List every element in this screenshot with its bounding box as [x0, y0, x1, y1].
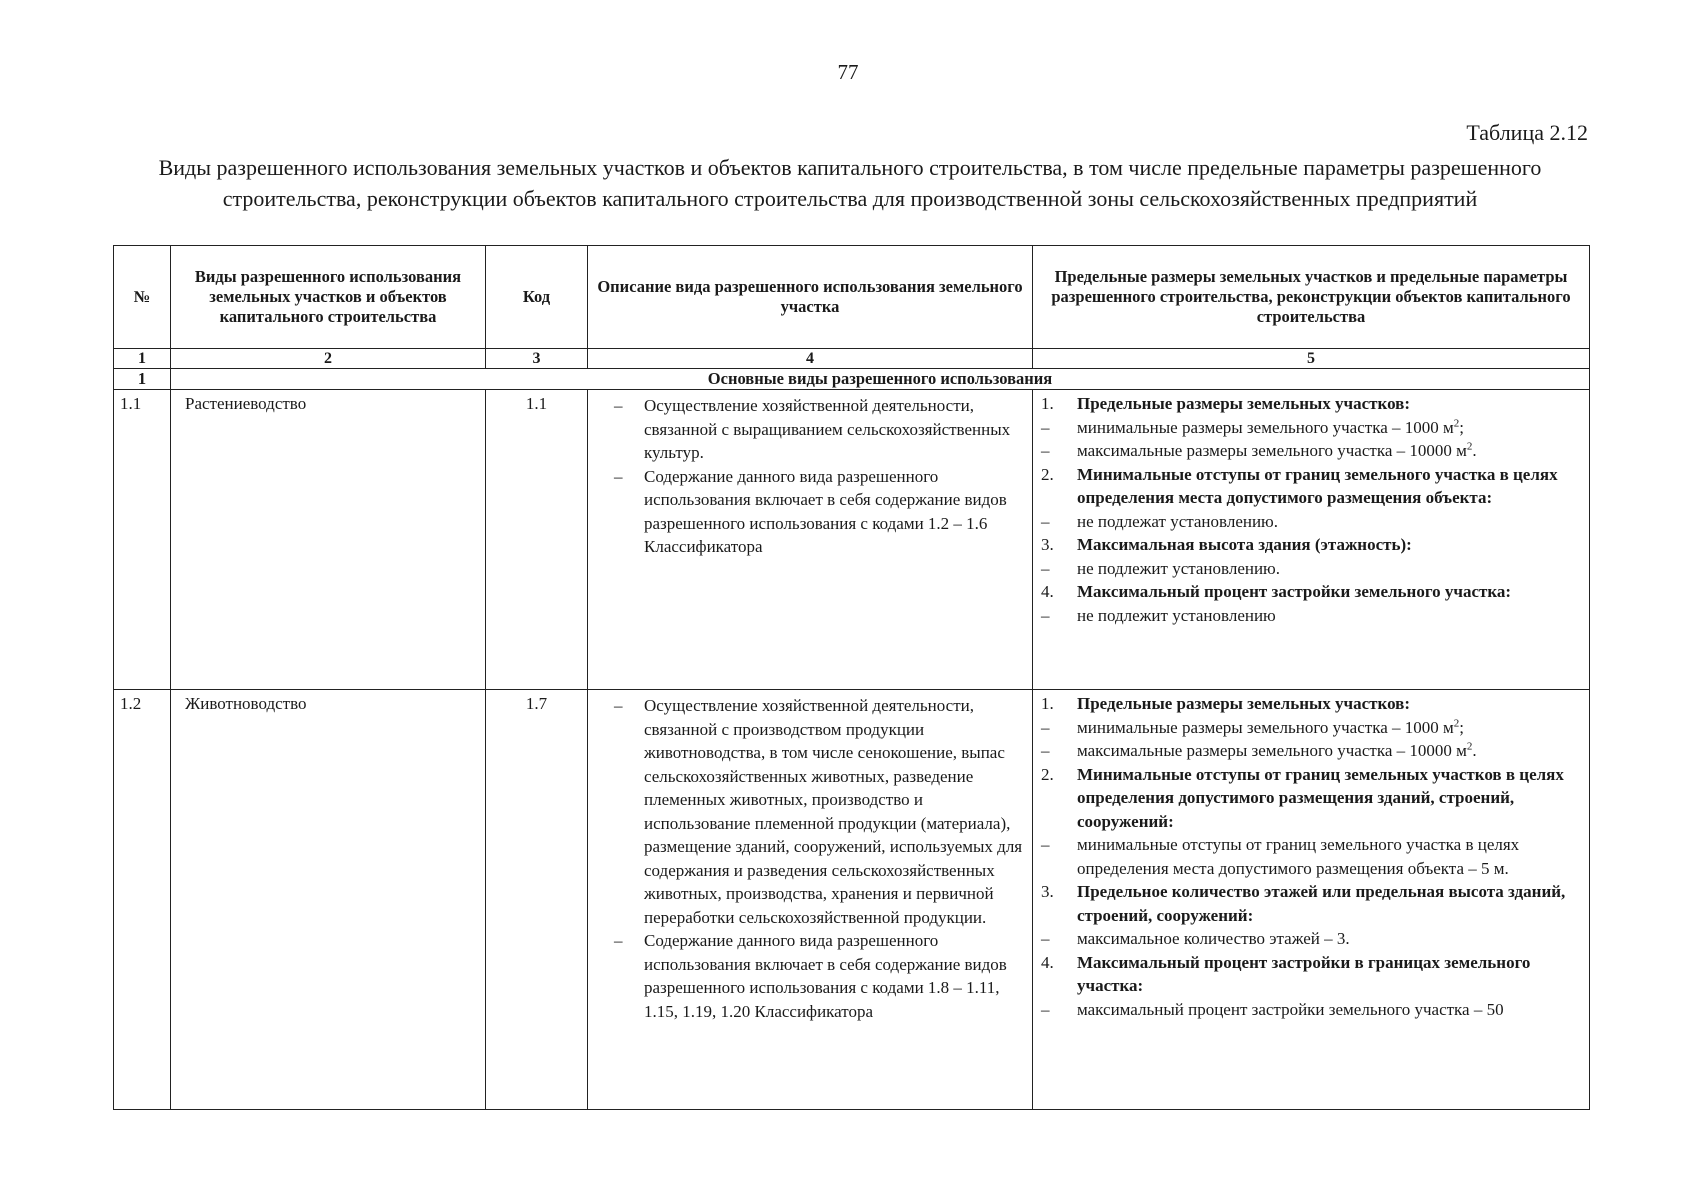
parameter-heading-text: Максимальный процент застройки в границах земельного участка: [1077, 952, 1531, 995]
parameter-heading [1041, 951, 1583, 998]
column-header: Предельные размеры земельных участков и предельные параметры разрешенного строительства, реконструкции объектов капитального строительства [1033, 246, 1590, 349]
superscript: 2 [1453, 716, 1460, 729]
parameter-number: 4. [1041, 582, 1054, 601]
parameter-value-text: не подлежат установлению. [1077, 511, 1279, 531]
parameter-value [1041, 557, 1583, 581]
description-text: Осуществление хозяйственной деятельности, связанной с производством продукции животноводства, в том числе сенокошение, выпас сельскохозяйственных животных, разведение племенных животных, производство и использование племенной продукции (материала), размещение зданий, сооружений, используемых для содержания и разведения сельскохозяйственных животных, производства, хранения и первичной переработки сельскохозяйственной продукции. [644, 696, 1023, 927]
dash-marker: – [1041, 717, 1050, 737]
table-row [114, 390, 1590, 690]
parameter-number: 4. [1041, 952, 1054, 972]
page-number: 77 [837, 60, 859, 84]
use-description [588, 390, 1033, 690]
parameter-heading-text: Максимальный процент застройки земельного участка: [1077, 582, 1512, 601]
column-header: Код [486, 246, 588, 349]
description-item [614, 465, 1026, 559]
parameters-cell [1033, 690, 1590, 1110]
use-code: 1.7 [486, 690, 588, 1110]
description-text: Осуществление хозяйственной деятельности, связанной с выращиванием сельскохозяйственных культур. [644, 396, 1011, 462]
parameter-value-text: максимальное количество этажей – 3. [1077, 929, 1350, 948]
parameter-value-text: максимальный процент застройки земельного участка – 50 [1077, 999, 1504, 1019]
parameter-number: 3. [1041, 535, 1054, 554]
parameter-value [1041, 416, 1583, 440]
dash-marker: – [1041, 835, 1050, 854]
dash-marker: – [1041, 605, 1050, 625]
dash-marker: – [614, 466, 623, 486]
dash-marker: – [614, 696, 623, 715]
parameter-heading-text: Максимальная высота здания (этажность): [1077, 535, 1412, 554]
table-label: Таблица 2.12 [1466, 120, 1588, 145]
column-number: 4 [588, 349, 1033, 369]
parameter-value-text: максимальные размеры земельного участка – 10000 $м^2$. [1077, 740, 1477, 760]
section-title: Основные виды разрешенного использования [171, 369, 1590, 390]
superscript: 2 [1453, 416, 1460, 429]
parameter-value-text: не подлежит установлению [1077, 605, 1276, 625]
superscript: 2 [1466, 740, 1473, 753]
parameter-heading [1041, 392, 1583, 416]
dash-marker: – [614, 931, 623, 950]
row-number: 1.2 [114, 690, 171, 1110]
parameter-value-text: минимальные размеры земельного участка – 1000 $м^2$; [1077, 716, 1464, 737]
column-number: 1 [114, 349, 171, 369]
table-body [114, 349, 1590, 1110]
parameter-heading [1041, 692, 1583, 716]
parameter-value [1041, 716, 1583, 740]
description-text: Содержание данного вида разрешенного использования включает в себя содержание видов разрешенного использования с кодами 1.8 – 1.11, 1.15, 1.19, 1.20 Классификатора [644, 931, 1007, 1021]
row-number: 1.1 [114, 390, 171, 690]
description-text: Содержание данного вида разрешенного использования включает в себя содержание видов разрешенного использования с кодами 1.2 – 1.6 Классификатора [644, 466, 1007, 556]
column-header: Описание вида разрешенного использования земельного участка [588, 246, 1033, 349]
parameter-number: 2. [1041, 764, 1054, 784]
parameter-heading-text: Предельное количество этажей или предельная высота зданий, строений, сооружений: [1077, 882, 1566, 925]
parameter-value [1041, 439, 1583, 463]
table-row [114, 690, 1590, 1110]
parameter-heading-text: Предельные размеры земельных участков: [1077, 394, 1411, 413]
parameter-value [1041, 604, 1583, 628]
parameter-heading [1041, 580, 1583, 604]
section-number: 1 [114, 369, 171, 390]
dash-marker: – [1041, 999, 1050, 1019]
dash-marker: – [1041, 511, 1050, 531]
dash-marker: – [1041, 417, 1050, 437]
parameter-heading-text: Предельные размеры земельных участков: [1077, 694, 1411, 713]
dash-marker: – [614, 396, 623, 415]
dash-marker: – [1041, 929, 1050, 948]
parameter-heading [1041, 463, 1583, 510]
parameter-value-text: минимальные отступы от границ земельного участка в целях определения места допустимого размещения объекта – 5 м. [1077, 835, 1520, 878]
parameter-value [1041, 927, 1583, 951]
column-header: № [114, 246, 171, 349]
parameter-number: 2. [1041, 464, 1054, 484]
table-caption: Виды разрешенного использования земельных участков и объектов капитального строительства, в том числе предельные параметры разрешенного строительства, реконструкции объектов капитального строительства для производственной зоны сельскохозяйственных предприятий [158, 155, 1542, 211]
column-number: 5 [1033, 349, 1590, 369]
parameter-heading-text: Минимальные отступы от границ земельного участка в целях определения места допустимого размещения объекта: [1077, 464, 1558, 507]
description-item [614, 394, 1026, 465]
dash-marker: – [1041, 741, 1050, 760]
parameter-value-text: максимальные размеры земельного участка – 10000 $м^2$. [1077, 440, 1477, 460]
table-header-row [114, 246, 1590, 349]
description-item [614, 694, 1026, 929]
parameter-number: 1. [1041, 694, 1054, 713]
parameter-value [1041, 998, 1583, 1022]
parameter-value [1041, 833, 1583, 880]
parameter-value [1041, 510, 1583, 534]
parameter-heading-text: Минимальные отступы от границ земельных участков в целях определения допустимого размещения зданий, строений, сооружений: [1077, 764, 1564, 831]
parameter-value [1041, 739, 1583, 763]
superscript: 2 [1466, 440, 1473, 453]
parameter-heading [1041, 533, 1583, 557]
use-code: 1.1 [486, 390, 588, 690]
dash-marker: – [1041, 441, 1050, 460]
column-number: 3 [486, 349, 588, 369]
parameter-number: 3. [1041, 882, 1054, 901]
column-header: Виды разрешенного использования земельных участков и объектов капитального строительства [171, 246, 486, 349]
dash-marker: – [1041, 558, 1050, 578]
section-row [114, 369, 1590, 390]
parameter-number: 1. [1041, 394, 1054, 413]
parameter-value-text: не подлежит установлению. [1077, 558, 1281, 578]
column-number: 2 [171, 349, 486, 369]
use-type-name: Растениеводство [171, 390, 486, 690]
use-description [588, 690, 1033, 1110]
column-number-row [114, 349, 1590, 369]
parameter-value-text: минимальные размеры земельного участка – 1000 $м^2$; [1077, 416, 1464, 437]
use-type-name: Животноводство [171, 690, 486, 1110]
parameter-heading [1041, 880, 1583, 927]
land-use-table [113, 245, 1590, 1110]
description-item [614, 929, 1026, 1023]
parameter-heading [1041, 763, 1583, 834]
parameters-cell [1033, 390, 1590, 690]
